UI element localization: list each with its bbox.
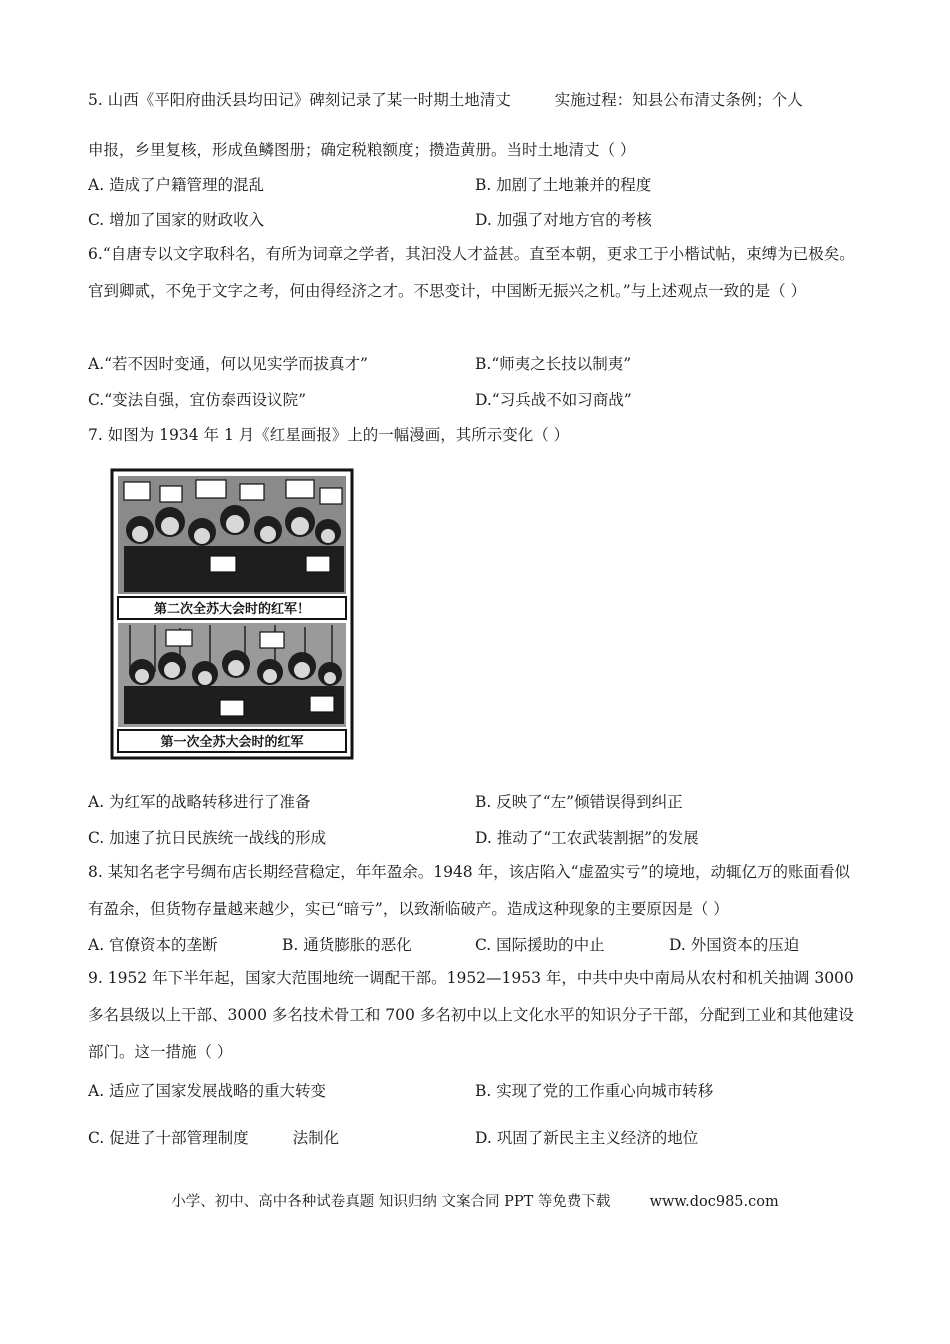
- q8-option-b: B. 通货膨胀的恶化: [282, 936, 412, 954]
- q9-option-b: B. 实现了党的工作重心向城市转移: [475, 1082, 714, 1100]
- q5-stem-line1-b: 实施过程：知县公布清丈条例；个人: [554, 91, 803, 109]
- q7-option-b: B. 反映了“左”倾错误得到纠正: [475, 793, 683, 811]
- q6-option-a: A.“若不因时变通，何以见实学而拔真才”: [88, 355, 368, 373]
- q7-cartoon-image: [110, 460, 358, 762]
- q8-option-a: A. 官僚资本的垄断: [88, 936, 218, 954]
- q8-option-d: D. 外国资本的压迫: [669, 936, 800, 954]
- q6-stem: 6.“自唐专以文字取科名，有所为词章之学者，其汩没人才益甚。直至本朝，更求工于小楷试帖，束缚为已极矣。官到卿贰，不免于文字之考，何由得经济之才。不思变计，中国断无振兴之机。”与上述观点一致的是（ ）: [88, 245, 855, 300]
- q5-option-a: A. 造成了户籍管理的混乱: [88, 176, 265, 194]
- q8-stem: 8. 某知名老字号绸布店长期经营稳定，年年盈余。1948 年，该店陷入“虚盈实亏”的境地，动辄亿万的账面看似有盈余，但货物存量越来越少，实已“暗亏”，以致渐临破产。造成这种现象的主要原因是（ ）: [88, 863, 850, 918]
- cartoon-caption-top: 第二次全苏大会时的红军！: [153, 602, 311, 617]
- page-footer: [0, 1192, 950, 1212]
- q9-option-d: D. 巩固了新民主主义经济的地位: [475, 1129, 699, 1147]
- q6-option-d: D.“习兵战不如习商战”: [475, 391, 632, 409]
- footer-text: 小学、初中、高中各种试卷真题 知识归纳 文案合同 PPT 等免费下载: [171, 1194, 611, 1210]
- q7-option-c: C. 加速了抗日民族统一战线的形成: [88, 829, 327, 847]
- cartoon-caption-bottom: 第一次全苏大会时的红军: [160, 735, 304, 750]
- q5-option-b: B. 加剧了土地兼并的程度: [475, 176, 652, 194]
- q5-option-d: D. 加强了对地方官的考核: [475, 211, 652, 229]
- q9-option-c: [88, 1128, 339, 1148]
- q9-option-c-tail: 法制化: [292, 1129, 340, 1147]
- q9-option-c-text: C. 促进了十部管理制度: [88, 1129, 249, 1147]
- q8-option-c: C. 国际援助的中止: [475, 936, 605, 954]
- q5-option-c: C. 增加了国家的财政收入: [88, 211, 265, 229]
- q9-stem: 9. 1952 年下半年起，国家大范围地统一调配干部。1952—1953 年，中共中央中南局从农村和机关抽调 3000 多名县级以上干部、3000 多名技术骨工和 700 多名初中以上文化水平的知识分子干部，分配到工业和其他建设部门。这一措施（ ）: [88, 969, 854, 1061]
- q6-option-b: B.“师夷之长技以制夷”: [475, 355, 632, 373]
- q5-stem-line2: 申报，乡里复核，形成鱼鳞图册；确定税粮额度；攒造黄册。当时土地清丈（ ）: [88, 141, 636, 159]
- q7-stem: 7. 如图为 1934 年 1 月《红星画报》上的一幅漫画，其所示变化（ ）: [88, 426, 570, 444]
- q5-stem-line1-a: 5. 山西《平阳府曲沃县均田记》碑刻记录了某一时期土地清丈: [88, 91, 511, 109]
- q7-option-d: D. 推动了“工农武装割据”的发展: [475, 829, 699, 847]
- q6-option-c: C.“变法自强，宜仿泰西设议院”: [88, 391, 307, 409]
- q7-option-a: A. 为红军的战略转移进行了准备: [88, 793, 311, 811]
- q5-stem-line1: [88, 90, 803, 110]
- footer-site-link[interactable]: www.doc985.com: [649, 1194, 779, 1210]
- q9-option-a: A. 适应了国家发展战略的重大转变: [88, 1082, 327, 1100]
